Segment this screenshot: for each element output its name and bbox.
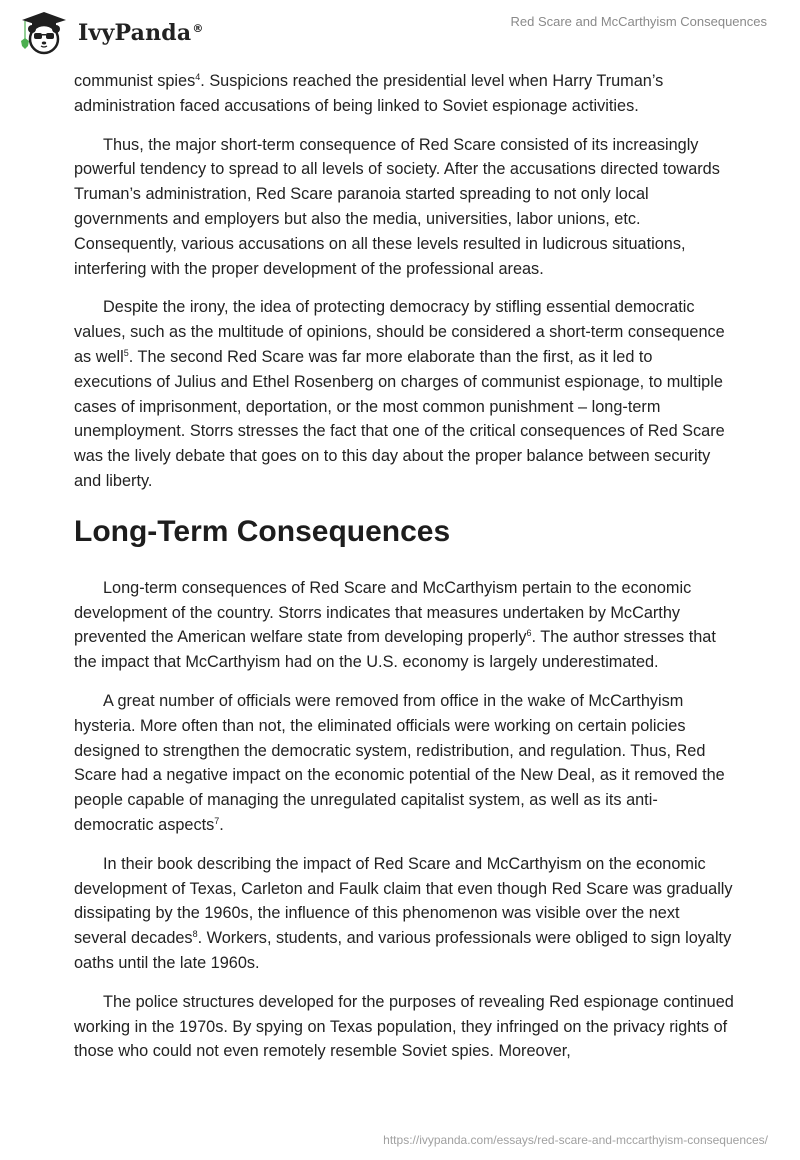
paragraphs-before-heading [74, 69, 734, 494]
footnote-reference[interactable]: 4 [195, 72, 201, 82]
source-url[interactable]: https://ivypanda.com/essays/red-scare-and-mccarthyism-consequences/ [383, 1133, 768, 1147]
paragraph [74, 852, 734, 976]
paragraph-text: In their book describing the impact of Red Scare and McCarthyism on the economic development of Texas, Carleton and Faulk claim that even though Red Scare was gradually dissipating by the 1960s, the influence of this phenomenon was visible over the next several decades [74, 854, 733, 948]
footnote-reference[interactable]: 7 [214, 815, 220, 826]
paragraph-text: . Workers, students, and various professionals were obliged to sign loyalty oaths until the late 1960s. [74, 929, 732, 972]
document-title: Red Scare and McCarthyism Consequences [510, 14, 767, 29]
paragraph-text: Long-term consequences of Red Scare and McCarthyism pertain to the economic development of the country. Storrs indicates that measures undertaken by McCarthy prevented the American welfare state from developing properly [74, 578, 692, 647]
paragraph [74, 990, 734, 1064]
paragraph-text: Despite the irony, the idea of protecting democracy by stifling essential democratic values, such as the multitude of opinions, should be considered a short-term consequence as well [74, 298, 725, 366]
paragraph-text: . The author stresses that the impact that McCarthyism had on the U.S. economy is largely underestimated. [74, 628, 716, 672]
section-heading: Long-Term Consequences [74, 514, 451, 548]
paragraph [74, 689, 734, 838]
panda-graduate-icon [16, 8, 72, 56]
page-header [0, 0, 800, 60]
paragraph [74, 133, 734, 282]
footnote-reference[interactable]: 8 [192, 929, 198, 940]
footnote-reference[interactable]: 6 [526, 628, 532, 639]
registered-mark: ® [192, 21, 204, 35]
paragraph-text: . Suspicions reached the presidential level when Harry Truman’s administration faced accusations of being linked to Soviet espionage activities. [74, 72, 664, 115]
paragraphs-after-heading [74, 576, 734, 1064]
paragraph-text: A great number of officials were removed from office in the wake of McCarthyism hysteria. More often than not, the eliminated officials were working on certain policies designed to strengthen the democratic system, redistribution, and regulation. Thus, Red Scare had a negative impact on the economic potential of the New Deal, as it removed the people capable of managing the unregulated capitalist system, as well as its anti-democratic aspects [74, 691, 725, 834]
paragraph [74, 295, 734, 493]
paragraph [74, 576, 734, 675]
essay-body [74, 69, 734, 1078]
paragraph [74, 69, 734, 119]
paragraph-text: . The second Red Scare was far more elaborate than the first, as it led to executions of Julius and Ethel Rosenberg on charges of communist espionage, to multiple cases of imprisonment, deportation, or the most common punishment – long-term unemployment. Storrs stresses the fact that one of the critical consequences of Red Scare was the lively debate that goes on to this day about the proper balance between security and liberty. [74, 347, 725, 490]
paragraph-text: Thus, the major short-term consequence of Red Scare consisted of its increasingly powerful tendency to spread to all levels of society. After the accusations directed towards Truman’s administration, Red Scare paranoia started spreading to not only local governments and employers but also the media, universities, labor unions, etc. Consequently, various accusations on all these levels resulted in ludicrous situations, interfering with the proper development of the professional areas. [74, 135, 720, 278]
paragraph-text: . [219, 815, 224, 834]
paragraph-text: The police structures developed for the purposes of revealing Red espionage continued working in the 1970s. By spying on Texas population, they infringed on the privacy rights of those who could not even remotely resemble Soviet spies. Moreover, [74, 992, 734, 1061]
ivypanda-logo[interactable] [16, 8, 204, 56]
paragraph-text: communist spies [74, 72, 196, 90]
footnote-reference[interactable]: 5 [123, 347, 129, 358]
logo-wordmark: IvyPanda® [78, 20, 204, 46]
